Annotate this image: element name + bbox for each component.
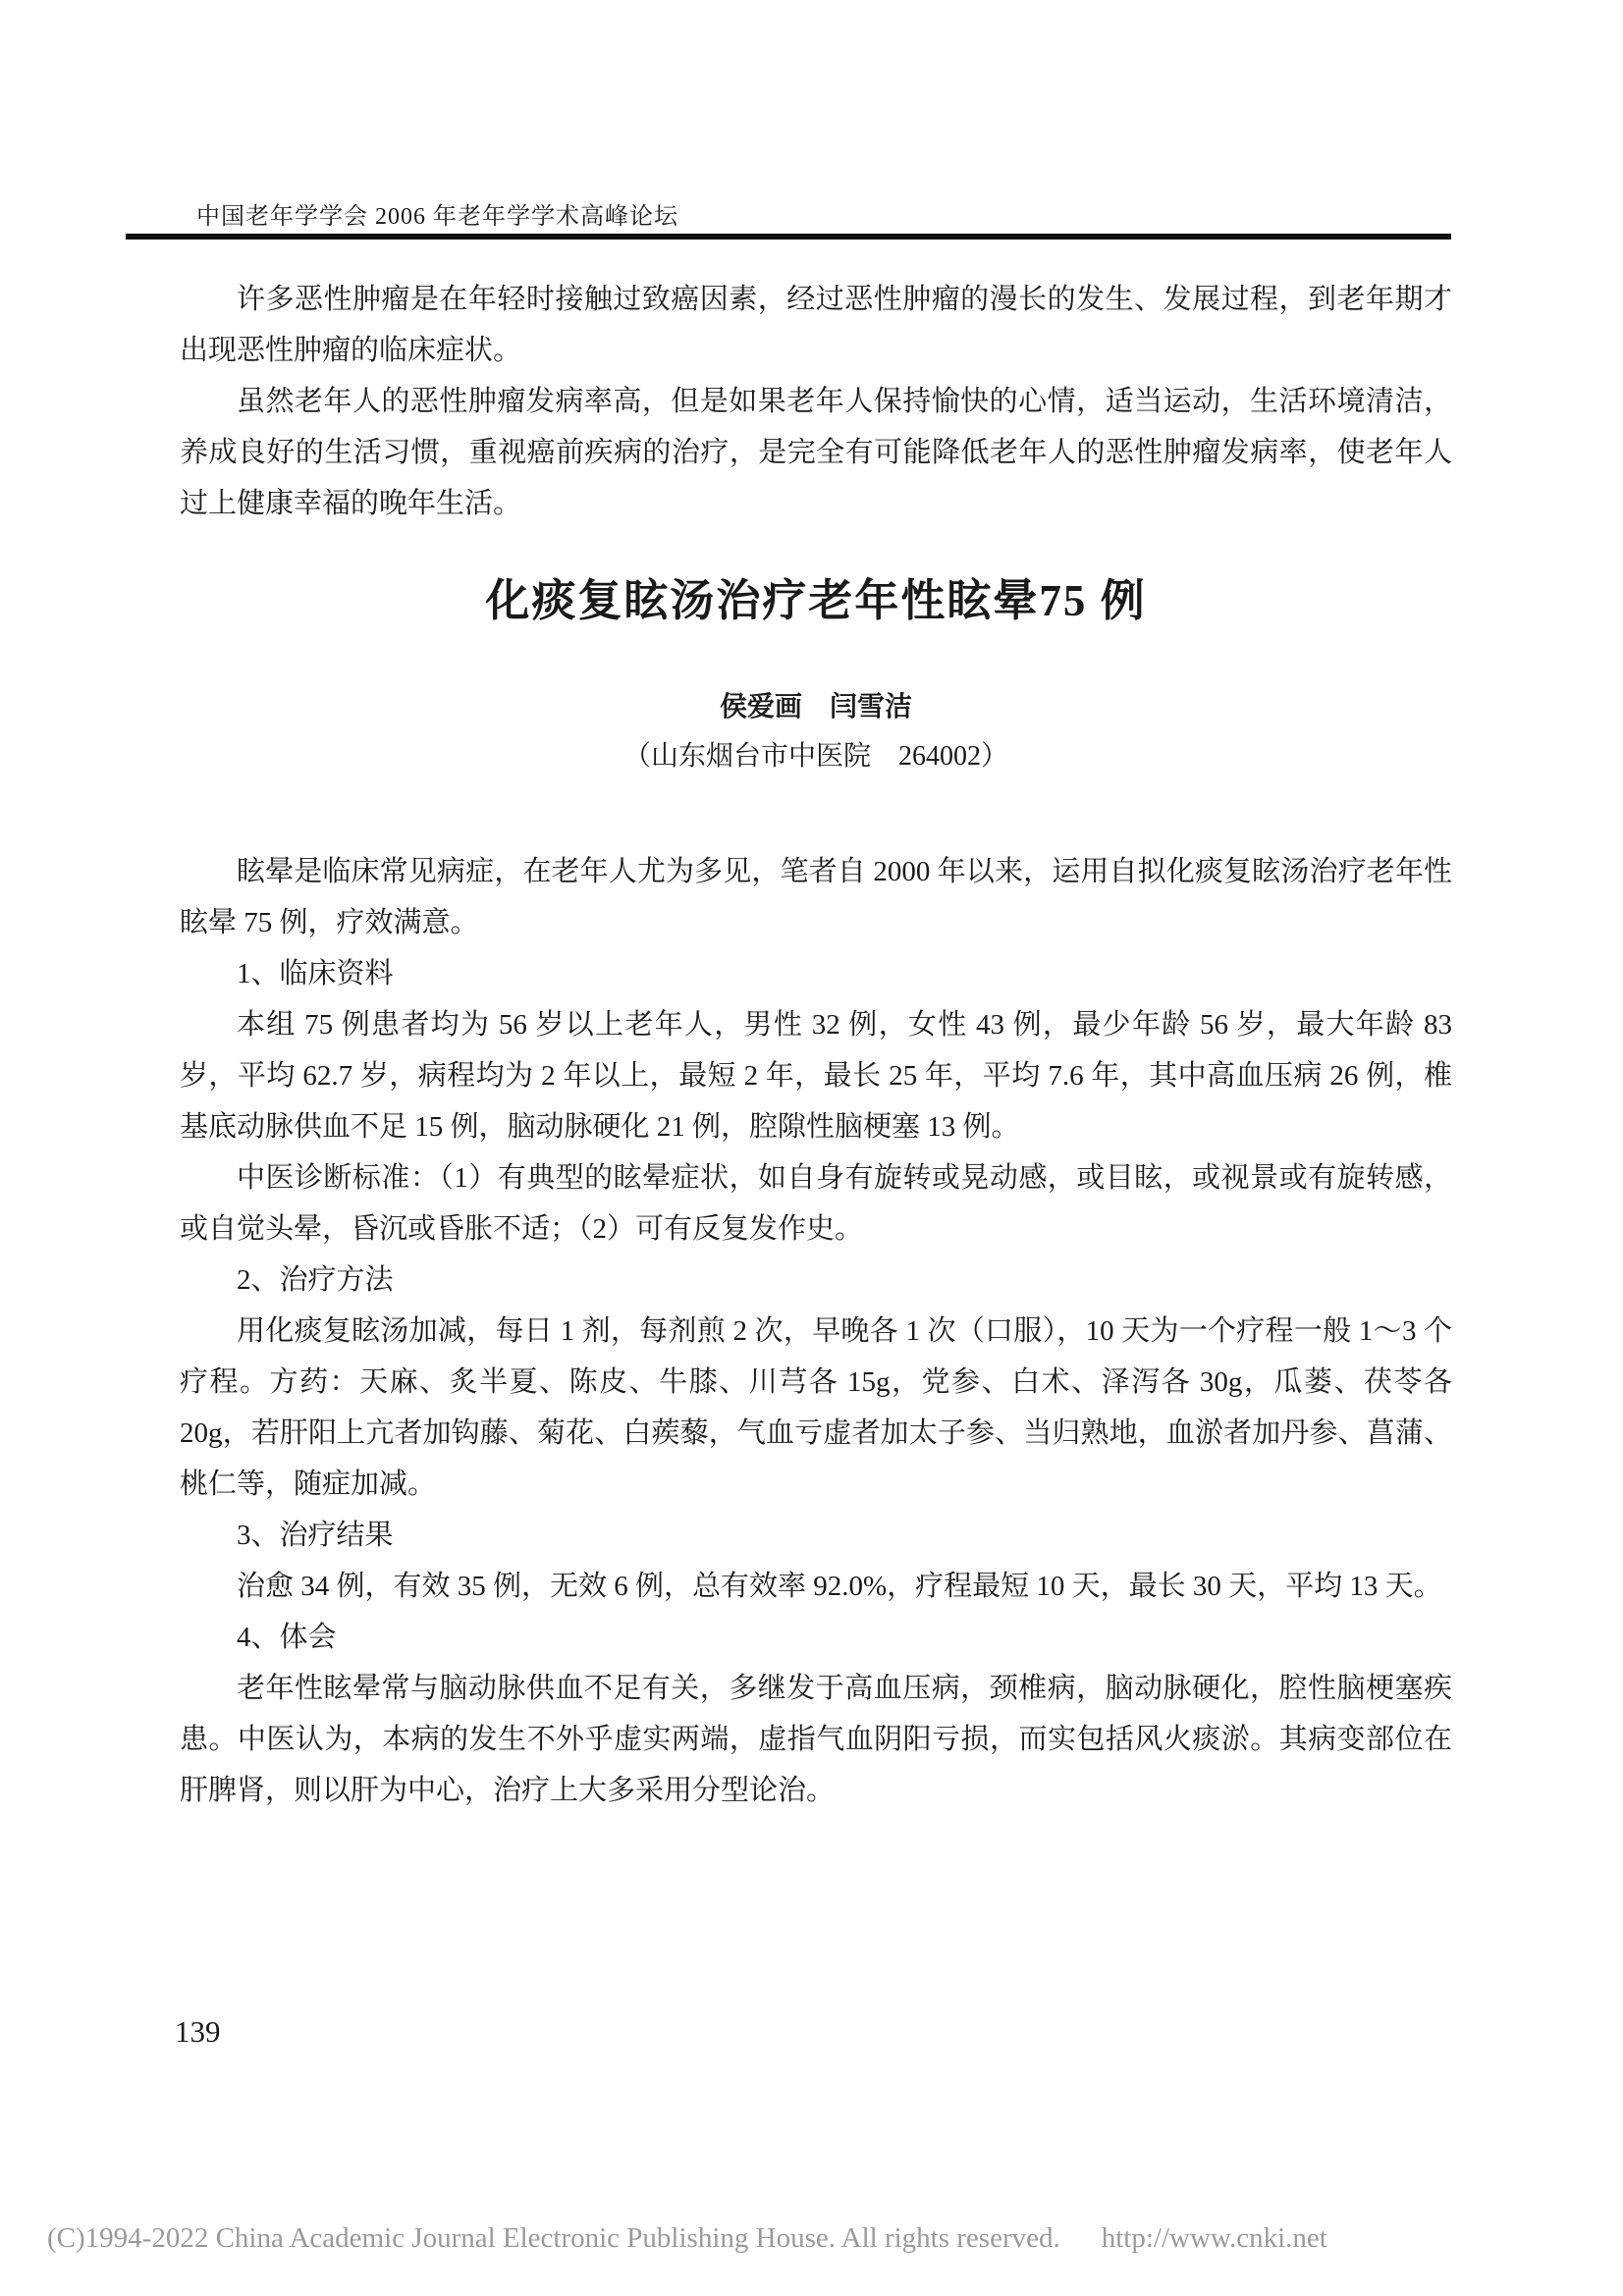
previous-article-paragraph: 许多恶性肿瘤是在年轻时接触过致癌因素，经过恶性肿瘤的漫长的发生、发展过程，到老年期才出现恶性肿瘤的临床症状。	[180, 284, 1452, 366]
article-affiliation: （山东烟台市中医院 264002）	[622, 741, 1008, 772]
journal-header-title: 中国老年学学会 2006 年老年学学术高峰论坛	[196, 204, 678, 230]
previous-article-paragraph: 虽然老年人的恶性肿瘤发病率高，但是如果老年人保持愉快的心情，适当运动，生活环境清洁，养成良好的生活习惯，重视癌前疾病的治疗，是完全有可能降低老年人的恶性肿瘤发病率，使老年人过上健康幸福的晚年生活。	[180, 386, 1452, 519]
page-number: 139	[175, 2014, 221, 2049]
treatment-method-paragraph: 用化痰复眩汤加减，每日 1 剂，每剂煎 2 次，早晚各 1 次（口服），10 天为一个疗程一般 1～3 个疗程。方药：天麻、炙半夏、陈皮、牛膝、川芎各 15g，党参、白术、泽泻各 30g，瓜蒌、茯苓各 20g，若肝阳上亢者加钩藤、菊花、白蒺藜，气血亏虚者加太子参、当归熟地，血淤者加丹参、菖蒲、桃仁等，随症加减。	[180, 1315, 1452, 1500]
article-authors: 侯爱画 闫雪洁	[719, 692, 912, 722]
content-column	[180, 274, 1452, 1816]
article-title: 化痰复眩汤治疗老年性眩晕75 例	[485, 576, 1147, 625]
section-heading-discussion: 4、体会	[237, 1622, 337, 1653]
footer-url-text: http://www.cnki.net	[1101, 2222, 1327, 2254]
footer-copyright-text: (C)1994-2022 China Academic Journal Electronic Publishing House. All rights reserved.	[47, 2222, 1060, 2254]
clinical-data-paragraph: 本组 75 例患者均为 56 岁以上老年人，男性 32 例，女性 43 例，最少年龄 56 岁，最大年龄 83 岁，平均 62.7 岁，病程均为 2 年以上，最短 2 年，最长 25 年，平均 7.6 年，其中高血压病 26 例，椎基底动脉供血不足 15 例，脑动脉硬化 21 例，腔隙性脑梗塞 13 例。	[180, 1009, 1452, 1143]
discussion-paragraph: 老年性眩晕常与脑动脉供血不足有关，多继发于高血压病，颈椎病，脑动脉硬化，腔性脑梗塞疾患。中医认为，本病的发生不外乎虚实两端，虚指气血阴阳亏损，而实包括风火痰淤。其病变部位在肝脾肾，则以肝为中心，治疗上大多采用分型论治。	[180, 1673, 1452, 1806]
section-heading-treatment-method: 2、治疗方法	[237, 1264, 394, 1296]
abstract-paragraph: 眩晕是临床常见病症，在老年人尤为多见，笔者自 2000 年以来，运用自拟化痰复眩汤治疗老年性眩晕 75 例，疗效满意。	[180, 856, 1452, 938]
article-body	[180, 846, 1452, 1816]
section-heading-clinical-data: 1、临床资料	[237, 958, 394, 989]
header-divider-rule	[126, 234, 1451, 240]
section-heading-treatment-results: 3、治疗结果	[237, 1520, 394, 1551]
page-footer	[47, 2220, 1579, 2256]
treatment-results-paragraph: 治愈 34 例，有效 35 例，无效 6 例，总有效率 92.0%，疗程最短 10 天，最长 30 天，平均 13 天。	[237, 1571, 1442, 1602]
diagnosis-criteria-paragraph: 中医诊断标准：（1）有典型的眩晕症状，如自身有旋转或晃动感，或目眩，或视景或有旋转感，或自觉头晕，昏沉或昏胀不适；（2）可有反复发作史。	[180, 1162, 1452, 1245]
